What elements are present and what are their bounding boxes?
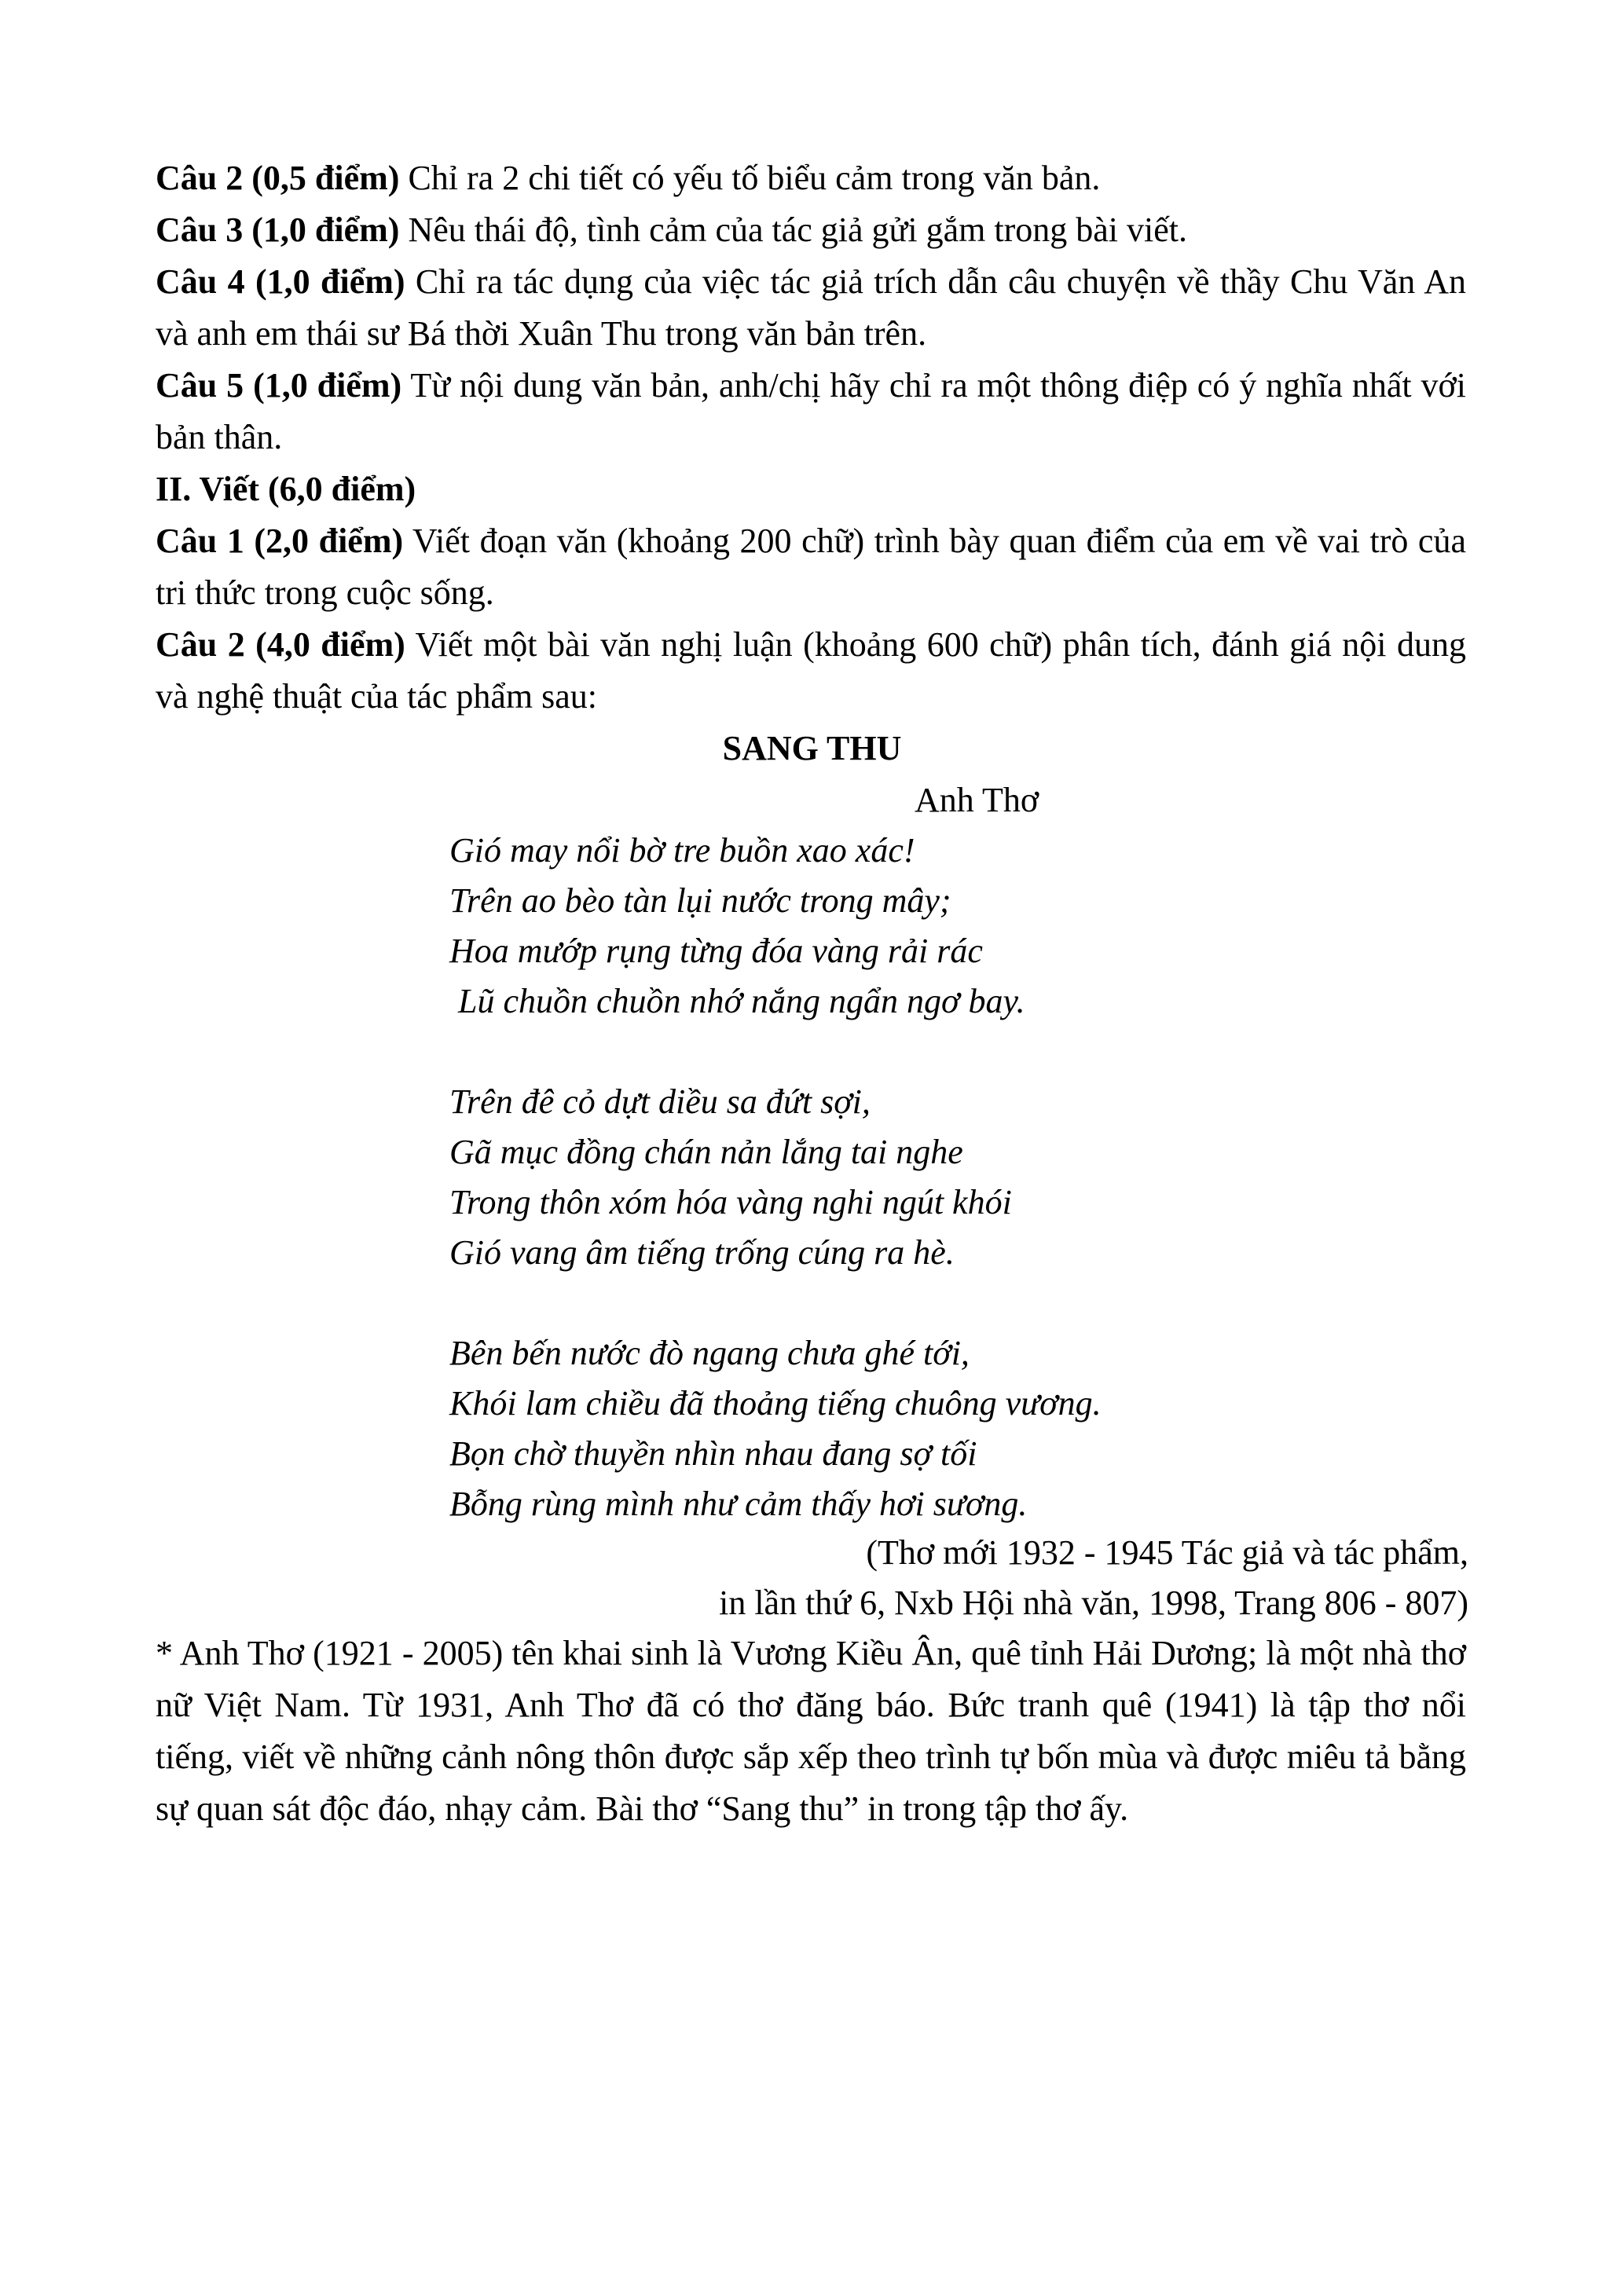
question-text: Nêu thái độ, tình cảm của tác giả gửi gắm trong bài viết.	[399, 211, 1187, 249]
poem-line: Bên bến nước đò ngang chưa ghé tới,	[449, 1334, 970, 1372]
author-note: * Anh Thơ (1921 - 2005) tên khai sinh là Vương Kiều Ân, quê tỉnh Hải Dương; là một nhà thơ nữ Việt Nam. Từ 1931, Anh Thơ đã có thơ đăng báo. Bức tranh quê (1941) là tập thơ nổi tiếng, viết về những cảnh nông thôn được sắp xếp theo trình tự bốn mùa và được miêu tả bằng sự quan sát độc đáo, nhạy cảm. Bài thơ “Sang thu” in trong tập thơ ấy.	[156, 1634, 1466, 1828]
question-4	[156, 256, 1466, 360]
poem-line: Khói lam chiều đã thoảng tiếng chuông vương.	[449, 1384, 1102, 1423]
poem-line: Trên đê cỏ dựt diều sa đứt sợi,	[449, 1082, 871, 1121]
question-label: Câu 3 (1,0 điểm)	[156, 211, 400, 249]
task-text: Viết đoạn văn (khoảng 200 chữ) trình bày quan điểm của em về vai trò của tri thức trong cuộc sống.	[156, 522, 1466, 612]
poem-line: Gió may nổi bờ tre buồn xao xác!	[449, 831, 915, 870]
question-5	[156, 360, 1466, 463]
question-2	[156, 152, 1466, 204]
question-text: Từ nội dung văn bản, anh/chị hãy chỉ ra một thông điệp có ý nghĩa nhất với bản thân.	[156, 366, 1466, 456]
question-3	[156, 204, 1466, 256]
question-label: Câu 4 (1,0 điểm)	[156, 262, 405, 301]
poem-line: Hoa mướp rụng từng đóa vàng rải rác	[449, 932, 983, 970]
task-text: Viết một bài văn nghị luận (khoảng 600 chữ) phân tích, đánh giá nội dung và nghệ thuật của tác phẩm sau:	[156, 625, 1466, 716]
writing-task-2	[156, 619, 1466, 723]
poem-line: Trên ao bèo tàn lụi nước trong mây;	[449, 881, 951, 920]
poem-source-line-2: in lần thứ 6, Nxb Hội nhà văn, 1998, Trang 806 - 807)	[719, 1584, 1468, 1622]
poem-line: Bỗng rùng mình như cảm thấy hơi sương.	[449, 1485, 1028, 1523]
task-label: Câu 1 (2,0 điểm)	[156, 522, 404, 560]
poem-title: SANG THU	[722, 729, 902, 767]
task-label: Câu 2 (4,0 điểm)	[156, 625, 405, 664]
question-text: Chỉ ra tác dụng của việc tác giả trích dẫn câu chuyện về thầy Chu Văn An và anh em thái sư Bá thời Xuân Thu trong văn bản trên.	[156, 262, 1466, 353]
poem-author: Anh Thơ	[915, 781, 1039, 819]
poem-line: Gió vang âm tiếng trống cúng ra hè.	[449, 1233, 955, 1272]
poem-line: Trong thôn xóm hóa vàng nghi ngút khói	[449, 1183, 1012, 1221]
poem-line: Gã mục đồng chán nản lắng tai nghe	[449, 1133, 963, 1171]
question-text: Chỉ ra 2 chi tiết có yếu tố biểu cảm trong văn bản.	[399, 159, 1101, 197]
poem-line: Bọn chờ thuyền nhìn nhau đang sợ tối	[449, 1434, 977, 1473]
poem-source-line-1: (Thơ mới 1932 - 1945 Tác giả và tác phẩm,	[866, 1533, 1468, 1572]
section-heading: II. Viết (6,0 điểm)	[156, 470, 416, 508]
poem-line: Lũ chuồn chuồn nhớ nắng ngẩn ngơ bay.	[449, 982, 1025, 1020]
question-label: Câu 2 (0,5 điểm)	[156, 159, 400, 197]
question-label: Câu 5 (1,0 điểm)	[156, 366, 402, 405]
writing-task-1	[156, 515, 1466, 619]
